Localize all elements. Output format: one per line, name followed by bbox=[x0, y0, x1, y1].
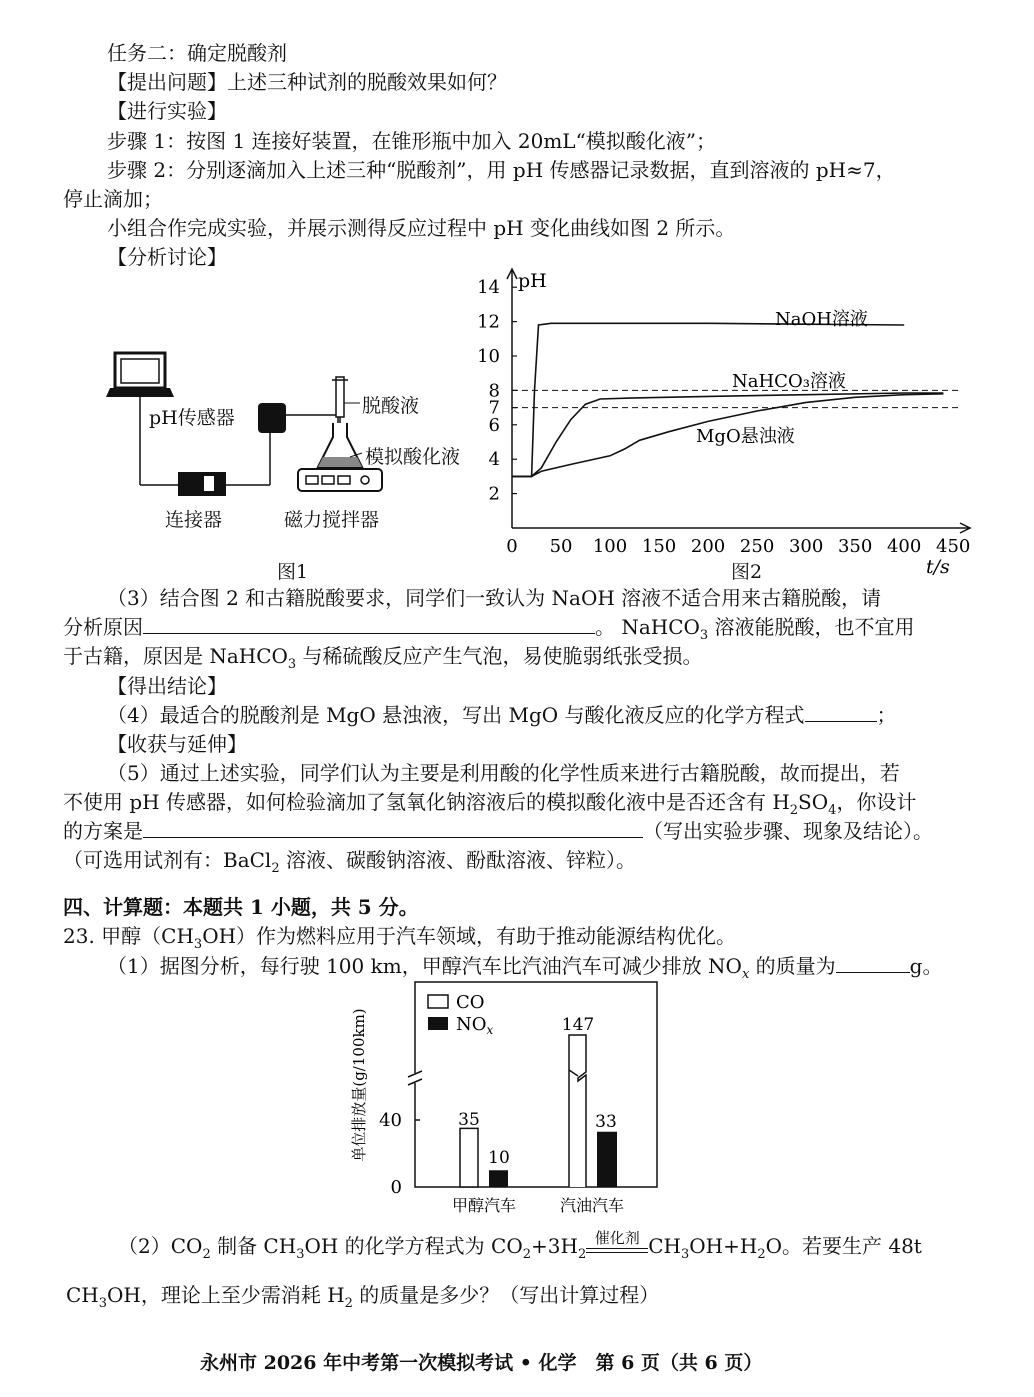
analysis-label: 【分析讨论】 bbox=[107, 245, 227, 269]
ph-sensor-label: pH传感器 bbox=[149, 407, 235, 429]
emission-bar-chart bbox=[340, 975, 670, 1225]
y-tick-label: 7 bbox=[488, 397, 500, 419]
subscript: x bbox=[741, 967, 750, 982]
q5-text: 溶液、碳酸钠溶液、酚酞溶液、锌粒）。 bbox=[279, 848, 636, 872]
q4-line: （4）最适合的脱酸剂是 MgO 悬浊液，写出 MgO 与酸化液反应的化学方程式 ； bbox=[107, 703, 897, 727]
legend-nox-label: $NO_x$ bbox=[456, 1014, 494, 1037]
figure-2-ph-chart bbox=[470, 265, 990, 585]
x-tick-label: 100 bbox=[592, 536, 628, 557]
harvest-label: 【收获与延伸】 bbox=[107, 732, 247, 756]
q23-text: 的质量是多少？（写出计算过程） bbox=[352, 1283, 660, 1307]
series-naoh-label: NaOH溶液 bbox=[775, 309, 868, 330]
q23-answer-blank[interactable] bbox=[836, 954, 910, 973]
q23-text: CH bbox=[648, 1234, 681, 1258]
q5-text: ，你设计 bbox=[836, 790, 917, 814]
y-tick-label: 14 bbox=[477, 277, 500, 299]
q5-text: 不使用 pH 传感器，如何检验滴加了氢氧化钠溶液后的模拟酸化液中是否还含有 H bbox=[63, 790, 790, 814]
value-gasoline-nox: 33 bbox=[595, 1112, 617, 1132]
series-nahco3-label: NaHCO₃溶液 bbox=[732, 371, 846, 392]
conclusion-label: 【得出结论】 bbox=[107, 674, 227, 698]
stirrer-icon bbox=[298, 469, 382, 491]
subscript: 3 bbox=[193, 937, 203, 952]
value-gasoline-co: 147 bbox=[561, 1015, 595, 1035]
legend-co-swatch bbox=[428, 995, 448, 1008]
q23-text: OH，理论上至少需消耗 H bbox=[107, 1283, 345, 1307]
y-axis-label: pH bbox=[518, 270, 547, 292]
bar-methanol-co bbox=[460, 1128, 478, 1187]
bar-y-axis-label: 单位排放量(g/100km) bbox=[350, 1008, 368, 1162]
q23-text: 的质量为 bbox=[749, 954, 836, 978]
x-tick-label: 250 bbox=[739, 536, 775, 557]
bar-gasoline-co bbox=[569, 1035, 586, 1187]
subscript: 2 bbox=[344, 1296, 353, 1311]
q4-answer-blank[interactable] bbox=[805, 703, 877, 722]
step-2-cont: 停止滴加； bbox=[63, 187, 163, 211]
y-tick-label: 4 bbox=[488, 449, 500, 471]
x-tick-label: 50 bbox=[549, 536, 573, 557]
q5-line3 bbox=[63, 818, 933, 844]
q4-text: （4）最适合的脱酸剂是 MgO 悬浊液，写出 MgO 与酸化液反应的化学方程式 bbox=[107, 703, 805, 727]
subscript: 2 bbox=[271, 861, 280, 876]
q3-answer-blank[interactable] bbox=[143, 615, 595, 634]
q5-text: SO bbox=[798, 790, 829, 814]
q5-text: （写出实验步骤、现象及结论）。 bbox=[643, 819, 933, 843]
q23-text: OH+H bbox=[689, 1234, 758, 1258]
q23-text: 制备 CH bbox=[210, 1234, 297, 1258]
subscript: 2 bbox=[202, 1247, 211, 1262]
legend-nox-swatch bbox=[428, 1017, 448, 1030]
question-label: 【提出问题】 bbox=[107, 70, 227, 94]
x-tick-label: 150 bbox=[641, 536, 677, 557]
q23-text: OH）作为燃料应用于汽车领域，有助于推动能源结构优化。 bbox=[202, 924, 737, 948]
q3-line3 bbox=[63, 643, 703, 672]
q5-answer-blank[interactable] bbox=[143, 819, 643, 838]
q23-text: g。 bbox=[909, 954, 943, 978]
x-tick-label: 300 bbox=[788, 536, 824, 557]
step-2: 步骤 2：分别逐滴加入上述三种“脱酸剂”，用 pH 传感器记录数据，直到溶液的 pH≈7， bbox=[107, 158, 896, 182]
category-methanol: 甲醇汽车 bbox=[451, 1196, 517, 1215]
catalyst-label: 催化剂 bbox=[594, 1229, 640, 1247]
x-tick-label: 200 bbox=[690, 536, 726, 557]
subscript: 2 bbox=[577, 1247, 587, 1262]
subscript: 2 bbox=[522, 1247, 532, 1262]
q3-text: 。 NaHCO bbox=[595, 615, 700, 639]
figure-2-caption: 图2 bbox=[731, 561, 763, 583]
subscript: 3 bbox=[98, 1296, 108, 1311]
x-tick-label: 450 bbox=[936, 536, 971, 557]
x-axis-label: t/s bbox=[926, 556, 950, 578]
step-1: 步骤 1：按图 1 连接好装置，在锥形瓶中加入 20mL“模拟酸化液”； bbox=[107, 129, 717, 153]
q3-text: 与稀硫酸反应产生气泡，易使脆弱纸张受损。 bbox=[296, 644, 703, 668]
laptop-icon bbox=[106, 353, 174, 397]
group-text: 小组合作完成实验，并展示测得反应过程中 pH 变化曲线如图 2 所示。 bbox=[107, 216, 736, 240]
y-tick-label: 10 bbox=[477, 346, 500, 367]
question-line bbox=[107, 69, 507, 95]
q23-text: +3H bbox=[531, 1234, 578, 1258]
experiment-label: 【进行实验】 bbox=[107, 99, 227, 123]
q23-text: 23. 甲醇（CH bbox=[63, 924, 194, 948]
subscript: 4 bbox=[828, 803, 837, 818]
ph-sensor-box-icon bbox=[258, 403, 286, 433]
q23-intro bbox=[63, 923, 737, 952]
q23-text: （2）CO bbox=[118, 1234, 203, 1258]
q5-text: （可选用试剂有：BaCl bbox=[63, 848, 272, 872]
subscript: 2 bbox=[757, 1247, 766, 1262]
subscript: 3 bbox=[287, 657, 297, 672]
q5-line4 bbox=[63, 847, 636, 876]
q23-part2-cont bbox=[66, 1282, 660, 1311]
q3-text: 于古籍，原因是 NaHCO bbox=[63, 644, 288, 668]
q23-part2 bbox=[118, 1229, 922, 1262]
flask-icon bbox=[318, 423, 362, 467]
q3-text: 溶液能脱酸，也不宜用 bbox=[708, 615, 915, 639]
chart-frame bbox=[415, 982, 657, 1187]
figure-1-caption: 图1 bbox=[277, 561, 309, 583]
x-tick-label: 0 bbox=[506, 536, 518, 557]
bar-gasoline-nox bbox=[597, 1132, 617, 1187]
q3-line2 bbox=[63, 614, 915, 643]
subscript: 2 bbox=[789, 803, 799, 818]
category-gasoline: 汽油汽车 bbox=[559, 1196, 625, 1215]
legend-co-label: CO bbox=[456, 992, 485, 1013]
q23-text: OH 的化学方程式为 CO bbox=[304, 1234, 523, 1258]
bar-y-tick-0: 0 bbox=[390, 1177, 402, 1198]
subscript: 3 bbox=[296, 1247, 305, 1262]
value-methanol-nox: 10 bbox=[488, 1148, 510, 1168]
q23-text: （1）据图分析，每行驶 100 km，甲醇汽车比汽油汽车可减少排放 NO bbox=[107, 954, 742, 978]
q23-text: CH bbox=[66, 1283, 99, 1307]
section-4-heading: 四、计算题：本题共 1 小题，共 5 分。 bbox=[63, 895, 419, 919]
subscript: 3 bbox=[680, 1247, 690, 1262]
bar-methanol-nox bbox=[489, 1170, 508, 1187]
q5-line2 bbox=[63, 789, 917, 818]
task2-title: 任务二：确定脱酸剂 bbox=[107, 41, 287, 65]
y-tick-label: 12 bbox=[477, 311, 500, 333]
page-footer: 永州市 2026 年中考第一次模拟考试 • 化学 第 6 页（共 6 页） bbox=[200, 1352, 763, 1374]
acid-remover-label: 脱酸液 bbox=[362, 395, 420, 417]
value-methanol-co: 35 bbox=[458, 1110, 480, 1130]
series-mgo-label: MgO悬浊液 bbox=[696, 426, 795, 447]
connector-label: 连接器 bbox=[165, 509, 223, 531]
y-tick-label: 8 bbox=[488, 380, 500, 402]
simulated-liquid-label: 模拟酸化液 bbox=[365, 446, 461, 468]
q5-line1: （5）通过上述实验，同学们认为主要是利用酸的化学性质来进行古籍脱酸，故而提出，若 bbox=[107, 761, 900, 785]
connector-icon bbox=[178, 472, 226, 496]
axis-break-icon bbox=[408, 1071, 422, 1085]
q3-line1: （3）结合图 2 和古籍脱酸要求，同学们一致认为 NaOH 溶液不适合用来古籍脱酸，请 bbox=[107, 586, 882, 610]
x-tick-label: 350 bbox=[837, 536, 873, 557]
y-tick-label: 6 bbox=[488, 414, 500, 436]
series-naoh-line bbox=[512, 323, 904, 476]
question-text: 上述三种试剂的脱酸效果如何？ bbox=[227, 70, 507, 94]
q23-text: O。若要生产 48t bbox=[765, 1234, 922, 1258]
q5-text: 的方案是 bbox=[63, 819, 143, 843]
catalyst-arrow bbox=[586, 1229, 648, 1253]
y-tick-label: 2 bbox=[488, 483, 500, 505]
q3-text: 分析原因 bbox=[63, 615, 143, 639]
x-tick-label: 400 bbox=[886, 536, 922, 557]
stirrer-label: 磁力搅拌器 bbox=[284, 509, 380, 531]
subscript: 3 bbox=[699, 628, 709, 643]
bar-y-tick-40: 40 bbox=[379, 1110, 402, 1131]
